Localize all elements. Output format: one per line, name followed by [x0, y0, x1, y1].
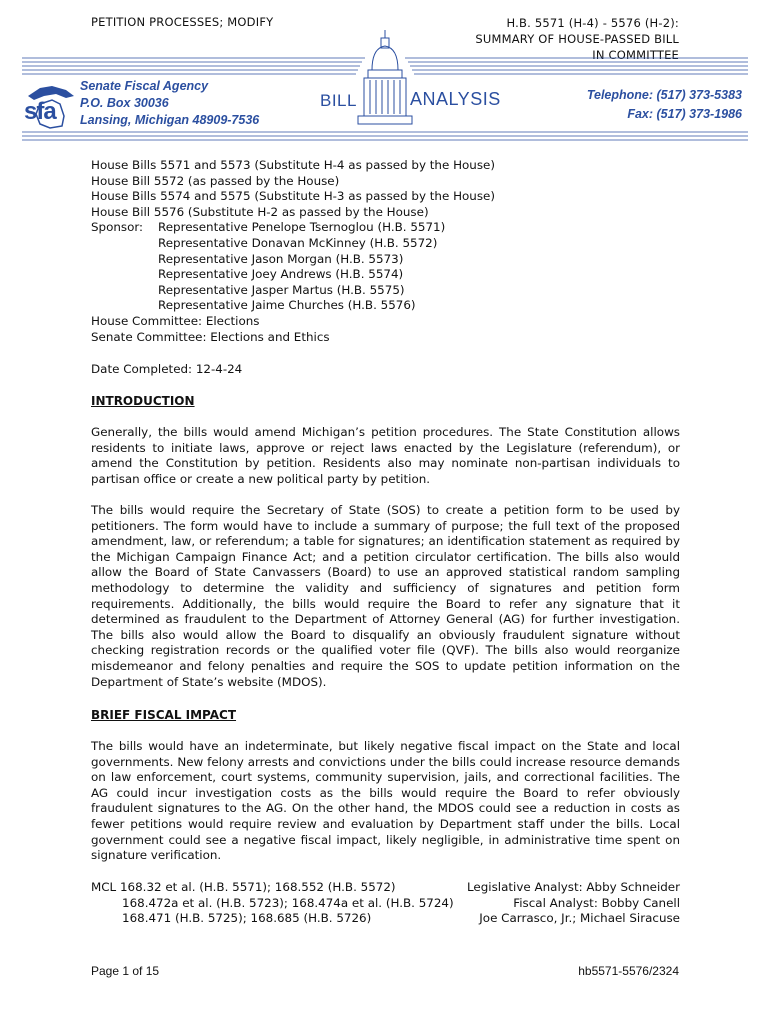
mcl-citation: 168.471 (H.B. 5725); 168.685 (H.B. 5726) — [122, 911, 372, 926]
sponsor-block — [91, 220, 680, 314]
bill-line: House Bills 5571 and 5573 (Substitute H-4 as passed by the House) — [91, 158, 495, 172]
sponsor: Representative Penelope Tsernoglou (H.B. 5571) — [158, 220, 446, 235]
telephone: Telephone: (517) 373-5383 — [586, 88, 742, 102]
agency-name: Senate Fiscal Agency — [80, 79, 209, 93]
contact-info — [587, 86, 742, 124]
sfa-logo: sfa — [24, 98, 56, 125]
mcl-row — [91, 896, 680, 912]
date-completed: Date Completed: 12-4-24 — [91, 362, 243, 376]
sponsor: Representative Donavan McKinney (H.B. 5572) — [158, 235, 438, 250]
mcl-row — [91, 911, 680, 927]
mcl-citation: MCL 168.32 et al. (H.B. 5571); 168.552 (H.B. 5572) — [91, 880, 396, 894]
fax: Fax: (517) 373-1986 — [627, 107, 742, 121]
introduction-heading: INTRODUCTION — [91, 394, 195, 408]
page-number: Page 1 of 15 — [91, 964, 160, 978]
senate-committee: Senate Committee: Elections and Ethics — [91, 329, 330, 344]
analyst: Fiscal Analyst: Bobby Canell — [513, 895, 680, 910]
bill-info — [91, 158, 680, 345]
bill-label: BILL — [320, 91, 357, 110]
bill-line: House Bill 5572 (as passed by the House) — [91, 173, 340, 188]
sponsor: Representative Jasper Martus (H.B. 5575) — [158, 282, 405, 297]
mcl-citation: 168.472a et al. (H.B. 5723); 168.474a et al. (H.B. 5724) — [122, 895, 454, 910]
introduction-paragraph-2: The bills would require the Secretary of State (SOS) to create a petition form to be used by petitioners. The form would have to include a summary of purpose; the full text of the proposed amendment, law, or referendum; a table for signatures; an identification statement as required by the Michigan Campaign Finance Act; and a petition circulator certification. The bills also would allow the Board of State Canvassers (Board) to use an approved statistical random sampling methodology to determine the validity and sufficiency of signatures and petition form requirements. Additionally, the bills would require the Board to refer any signature that it determined as fraudulent to the Department of Attorney General (AG) for further investigation. The bills also would allow the Board to disqualify an obviously fraudulent signature without checking registration records or the qualified voter file (QVF). The bills also would reorganize misdemeanor and felony penalties and require the SOS to update petition information on the Department of State’s website (MDOS). — [91, 503, 680, 689]
bill-line: House Bills 5574 and 5575 (Substitute H-3 as passed by the House) — [91, 189, 495, 204]
analyst: Legislative Analyst: Abby Schneider — [467, 880, 680, 894]
header-line-2: SUMMARY OF HOUSE-PASSED BILL — [475, 32, 679, 46]
mcl-row — [91, 880, 680, 896]
capitol-dome-icon — [358, 30, 412, 124]
sponsor-label: Sponsor: — [91, 220, 144, 235]
agency-pobox: P.O. Box 30036 — [80, 96, 169, 110]
sponsor: Representative Joey Andrews (H.B. 5574) — [158, 267, 404, 282]
agency-address — [80, 78, 259, 129]
running-title: PETITION PROCESSES; MODIFY — [91, 15, 274, 29]
analysis-label: ANALYSIS — [410, 89, 501, 109]
fiscal-impact-paragraph: The bills would have an indeterminate, but likely negative fiscal impact on the State and local governments. New felony arrests and convictions under the bills could increase resource demands on law enforcement, court systems, community supervision, jails, and correctional facilities. The AG could incur investigation costs as the bills would require the Board to refer obviously fraudulent signatures to the AG. On the other hand, the MDOS could see a reduction in costs as fewer petitions would require review and evaluation by Department staff under the bills. Local government could see a negative fiscal impact, likely negligible, in administrative time spent on signature verification. — [91, 739, 680, 863]
bill-line: House Bill 5576 (Substitute H-2 as passed by the House) — [91, 204, 429, 219]
header-line-3: IN COMMITTEE — [592, 48, 679, 62]
analyst: Joe Carrasco, Jr.; Michael Siracuse — [479, 911, 680, 926]
introduction-paragraph-1: Generally, the bills would amend Michigan’s petition procedures. The State Constitution allows residents to initiate laws, approve or reject laws enacted by the Legislature (referendum), or amend the Constitution by petition. Residents also may nominate non-partisan individuals to partisan office or create a new political party by petition. — [91, 425, 680, 486]
sponsor: Representative Jason Morgan (H.B. 5573) — [158, 251, 404, 266]
fiscal-impact-heading: BRIEF FISCAL IMPACT — [91, 708, 237, 722]
document-id: hb5571-5576/2324 — [578, 964, 679, 978]
mcl-block — [91, 880, 680, 927]
header-line-1: H.B. 5571 (H-4) - 5576 (H-2): — [506, 16, 679, 30]
sponsor: Representative Jaime Churches (H.B. 5576) — [158, 298, 416, 313]
house-committee: House Committee: Elections — [91, 313, 260, 328]
agency-city: Lansing, Michigan 48909-7536 — [80, 113, 260, 127]
